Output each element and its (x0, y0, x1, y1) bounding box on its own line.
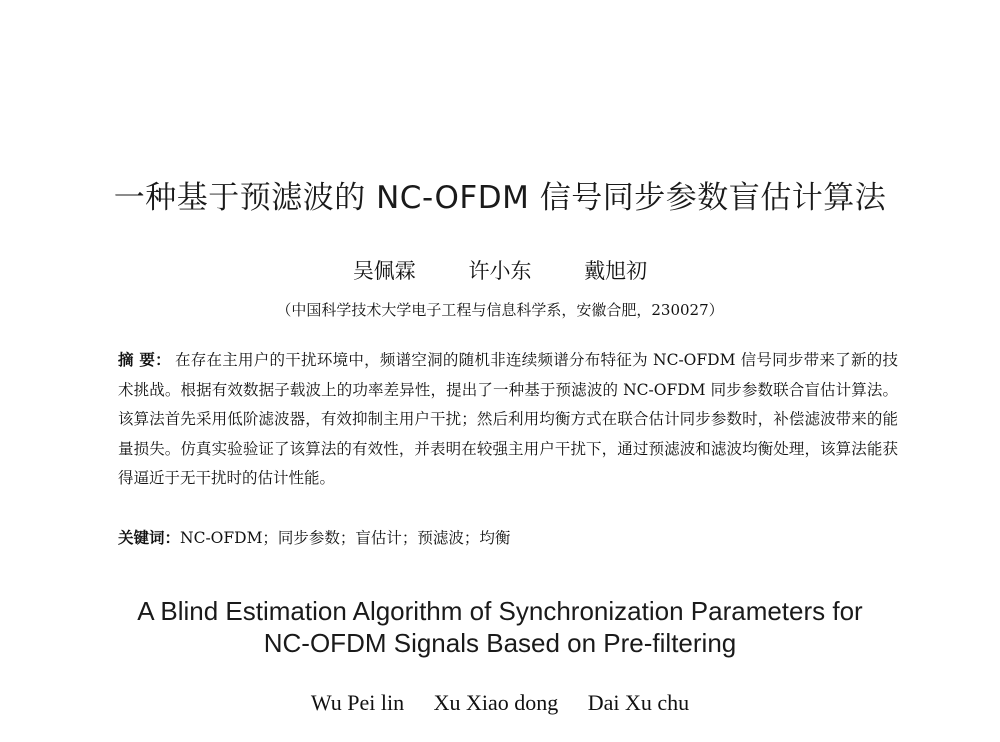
abstract-text: 在存在主用户的干扰环境中，频谱空洞的随机非连续频谱分布特征为 NC-OFDM 信号同步带来了新的技术挑战。根据有效数据子载波上的功率差异性，提出了一种基于预滤波的 NC-OFDM 同步参数联合盲估计算法。该算法首先采用低阶滤波器，有效抑制主用户干扰；然后利用均衡方式在联合估计同步参数时，补偿滤波带来的能量损失。仿真实验验证了该算法的有效性，并表明在较强主用户干扰下，通过预滤波和滤波均衡处理，该算法能获得逼近于无干扰时的估计性能。 (118, 351, 898, 487)
keywords-text: NC-OFDM；同步参数；盲估计；预滤波；均衡 (180, 529, 511, 547)
author-en-2: Xu Xiao dong (433, 690, 559, 715)
chinese-title: 一种基于预滤波的 NC-OFDM 信号同步参数盲估计算法 (113, 180, 887, 216)
keywords-label: 关键词： (118, 528, 181, 547)
abstract-label: 摘 要： (118, 350, 171, 369)
author-en-3: Dai Xu chu (587, 690, 690, 715)
english-authors (0, 690, 1000, 716)
author-cn-1: 吴佩霖 (352, 259, 416, 283)
english-title-line-1: A Blind Estimation Algorithm of Synchronization Parameters for (137, 596, 863, 626)
english-title (0, 595, 1000, 659)
english-title-line-2: NC-OFDM Signals Based on Pre-filtering (263, 628, 737, 658)
author-cn-3: 戴旭初 (584, 259, 648, 283)
chinese-abstract (118, 345, 898, 494)
chinese-affiliation: （中国科学技术大学电子工程与信息科学系，安徽合肥，230027） (276, 301, 724, 319)
chinese-authors (0, 255, 1000, 285)
chinese-keywords (118, 526, 898, 548)
author-cn-2: 许小东 (468, 259, 532, 283)
author-en-1: Wu Pei lin (310, 690, 405, 715)
